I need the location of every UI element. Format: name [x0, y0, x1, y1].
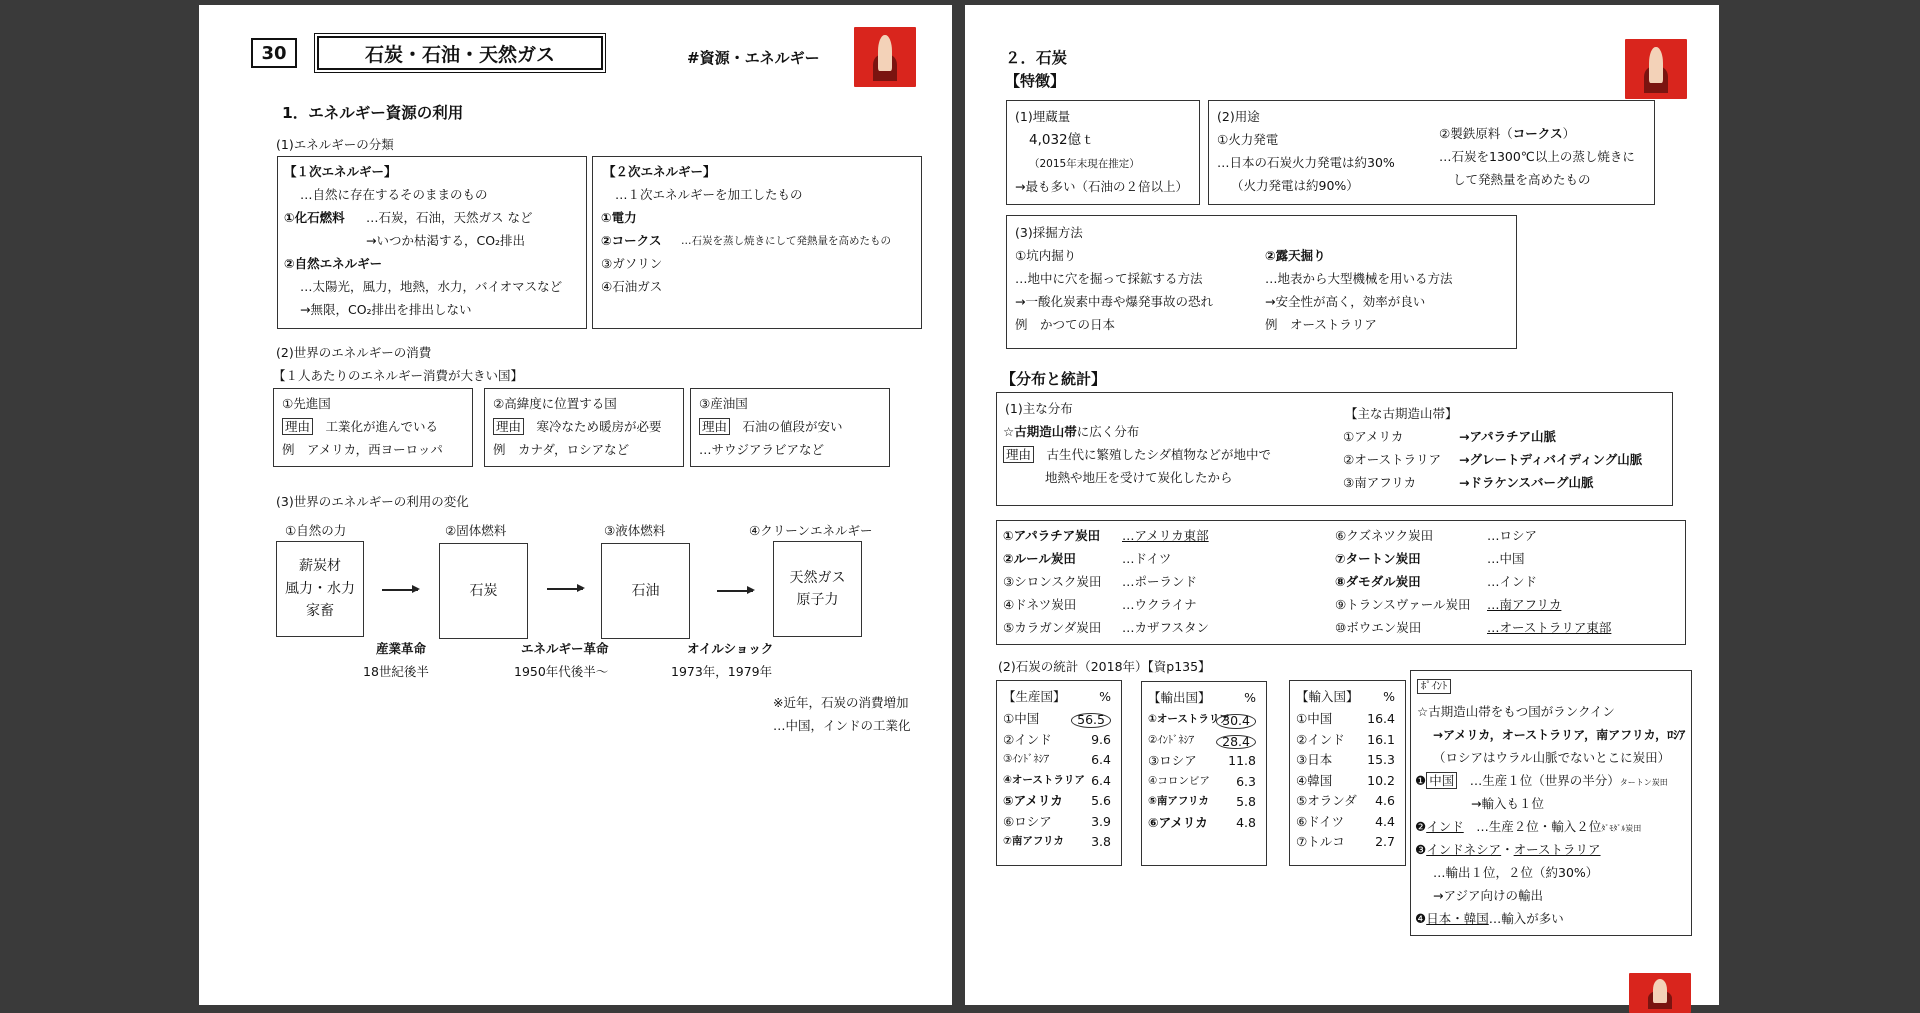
text-line: →ドラケンスバーグ山脈	[1459, 475, 1594, 490]
table-row-value: 56.5	[1071, 713, 1111, 728]
text-line: 家畜	[306, 603, 334, 620]
arrow-icon	[382, 589, 418, 591]
table-row-value: 6.3	[1236, 773, 1256, 789]
text-line: …地中に穴を掘って採鉱する方法	[1015, 271, 1203, 286]
text-line: ❷インド …生産２位・輸入２位ﾀﾞﾓﾀﾞﾙ炭田	[1415, 819, 1642, 834]
text-line: （ロシアはウラル山脈でないとこに炭田）	[1433, 750, 1671, 765]
flow-stage-label: ①自然の力	[285, 523, 347, 538]
flow-box-oil: 石油	[601, 543, 690, 639]
table-row-value: 4.8	[1236, 814, 1256, 830]
text-line: ②オーストラリア	[1343, 452, 1442, 467]
reason-label: 理由	[1003, 446, 1034, 463]
reason-label: 理由	[493, 418, 524, 435]
country-box-high-latitude	[484, 388, 684, 467]
text-line: ②コークス	[601, 233, 662, 248]
coal-field-location: …中国	[1487, 551, 1525, 566]
coal-field-location: …カザフスタン	[1122, 620, 1210, 635]
table-unit: %	[1244, 690, 1256, 705]
text-line: して発熱量を高めたもの	[1453, 172, 1591, 187]
text-line: ①坑内掘り	[1015, 248, 1077, 263]
text-line: …自然に存在するそのままのもの	[300, 187, 488, 202]
text-line: →輸入も１位	[1471, 796, 1544, 811]
text-line: …サウジアラビアなど	[699, 442, 825, 457]
flow-stage-label: ③液体燃料	[604, 523, 666, 538]
text-line: …１次エネルギーを加工したもの	[615, 187, 803, 202]
text-line: (3)採掘方法	[1015, 225, 1083, 240]
text-line: ①電力	[601, 210, 637, 225]
text-line: 例 オーストラリア	[1265, 317, 1377, 332]
page-right	[965, 5, 1719, 1005]
table-row-value: 3.8	[1091, 834, 1111, 849]
coal-field-location: …インド	[1487, 574, 1538, 589]
text-line: 風力・水力	[285, 580, 355, 597]
text-line: (1)埋蔵量	[1015, 109, 1071, 124]
coal-field-name: ④ドネツ炭田	[1003, 597, 1077, 612]
uses-box	[1208, 100, 1655, 205]
coal-field-name: ⑧ダモダル炭田	[1335, 574, 1421, 589]
table-row-value: 2.7	[1375, 834, 1395, 849]
flow-box-coal: 石炭	[439, 543, 528, 639]
text-line: ❸インドネシア・オーストラリア	[1415, 842, 1601, 857]
flow-box-clean	[773, 541, 862, 637]
text-line: ①先進国	[282, 396, 331, 411]
coal-field-name: ②ルール炭田	[1003, 551, 1076, 566]
table-row-value: 30.4	[1216, 714, 1256, 729]
text-line: ③産油国	[699, 396, 748, 411]
text-line: 寒冷なため暖房が必要	[536, 419, 662, 434]
table-row-country: ②インド	[1296, 731, 1345, 747]
table-row-value: 11.8	[1228, 753, 1256, 768]
text-line: ③ガソリン	[601, 256, 663, 271]
table-row-country: ②ｲﾝﾄﾞﾈｼｱ	[1148, 733, 1195, 746]
event-year: 1973年，1979年	[671, 664, 773, 679]
table-row-country: ③ｲﾝﾄﾞﾈｼｱ	[1003, 753, 1050, 765]
table-row-country: ③日本	[1296, 752, 1333, 767]
flow-stage-label: ②固体燃料	[445, 523, 507, 538]
table-row-value: 16.1	[1367, 731, 1395, 747]
lesson-number: 30	[251, 38, 297, 68]
text-line: ☆古期造山帯をもつ国がランクイン	[1417, 704, 1615, 719]
flow-stage-label: ④クリーンエネルギー	[749, 523, 873, 538]
country-box-developed	[273, 388, 473, 467]
table-row-value: 10.2	[1367, 772, 1395, 788]
text-line: →グレートディバイディング山脈	[1459, 452, 1643, 467]
arrow-icon	[717, 590, 753, 592]
text-line: ①火力発電	[1217, 132, 1279, 147]
text-line: ☆古期造山帯に広く分布	[1003, 424, 1140, 439]
text-line: （2015年末現在推定）	[1029, 158, 1140, 170]
text-line: 例 カナダ，ロシアなど	[493, 442, 630, 457]
note-line: ※近年，石炭の消費増加	[773, 695, 909, 710]
coal-field-name: ⑥クズネツク炭田	[1335, 528, 1434, 543]
table-row-country: ④オーストラリア	[1003, 773, 1085, 786]
coal-field-name: ⑩ボウエン炭田	[1335, 620, 1422, 635]
text-line: ②露天掘り	[1265, 248, 1326, 263]
text-line: ❶ 中国 …生産１位（世界の半分）タートン炭田	[1415, 773, 1668, 788]
text-line: 原子力	[796, 592, 839, 608]
distribution-heading: 【分布と統計】	[1001, 370, 1107, 388]
coal-field-location: …ドイツ	[1122, 551, 1172, 566]
subsection-subheading: 【１人あたりのエネルギー消費が大きい国】	[273, 368, 524, 383]
coal-fields-box	[996, 520, 1686, 645]
topic-tag: #資源・エネルギー	[687, 49, 820, 67]
table-row-value: 16.4	[1367, 711, 1395, 726]
coal-field-location: …アメリカ東部	[1122, 528, 1209, 543]
text-line: ④石油ガス	[601, 279, 663, 294]
text-line: 例 アメリカ，西ヨーロッパ	[282, 442, 443, 457]
text-line: …太陽光，風力，地熱，水力，バイオマスなど	[300, 279, 563, 294]
primary-energy-heading: 【１次エネルギー】	[284, 164, 397, 179]
text-line: （火力発電は約90%）	[1231, 178, 1359, 193]
table-row-value: 4.4	[1375, 813, 1395, 829]
table-row-country: ⑦南アフリカ	[1003, 835, 1064, 847]
table-row-value: 28.4	[1216, 735, 1256, 750]
reason-label: 理由	[699, 418, 730, 435]
text-line: ③南アフリカ	[1343, 475, 1417, 490]
table-row-country: ⑦トルコ	[1296, 834, 1345, 849]
table-row-country: ⑥ドイツ	[1296, 813, 1345, 829]
features-heading: 【特徴】	[1005, 72, 1066, 90]
table-unit: %	[1383, 689, 1395, 704]
text-line: 【主な古期造山帯】	[1345, 406, 1458, 421]
secondary-energy-heading: 【２次エネルギー】	[603, 164, 716, 179]
text-line: →アメリカ，オーストラリア，南アフリカ，ﾛｼｱ	[1433, 728, 1686, 742]
table-row-value: 9.6	[1091, 731, 1111, 747]
page-title: 石炭・石油・天然ガス	[317, 36, 603, 70]
note-line: …中国，インドの工業化	[773, 718, 911, 733]
table-row-value: 3.9	[1091, 813, 1111, 829]
text-line: →安全性が高く，効率が良い	[1265, 294, 1426, 309]
logo-image	[1629, 973, 1691, 1013]
text-line: 例 かつての日本	[1015, 317, 1116, 332]
event-label: オイルショック	[687, 641, 774, 656]
text-line: →アパラチア山脈	[1459, 429, 1556, 444]
text-line: (1)主な分布	[1005, 401, 1073, 416]
text-line: …石炭，石油，天然ガス など	[366, 210, 533, 225]
flow-box-natural	[276, 541, 364, 637]
section-heading: ２．石炭	[1005, 49, 1068, 67]
arrow-icon	[547, 588, 583, 590]
reason-label: 理由	[282, 418, 313, 435]
table-header: 【輸入国】	[1296, 689, 1359, 704]
coal-field-name: ③シロンスク炭田	[1003, 574, 1102, 589]
event-label: エネルギー革命	[521, 641, 609, 656]
event-year: 1950年代後半〜	[514, 664, 609, 679]
page-left	[199, 5, 952, 1005]
text-line: (2)用途	[1217, 109, 1260, 124]
coal-field-location: …ウクライナ	[1122, 597, 1197, 612]
subsection-heading: (2)世界のエネルギーの消費	[276, 345, 432, 360]
table-row-value: 6.4	[1091, 752, 1111, 767]
export-table	[1141, 681, 1267, 866]
text-line: →最も多い（石油の２倍以上）	[1015, 179, 1188, 194]
text-line: →アジア向けの輸出	[1433, 888, 1543, 903]
text-line: ②自然エネルギー	[284, 256, 383, 271]
table-row-country: ①オーストラリア	[1148, 713, 1230, 725]
coal-field-name: ⑦タートン炭田	[1335, 551, 1421, 566]
text-line: ❹日本・韓国…輸入が多い	[1415, 911, 1564, 926]
table-row-country: ③ロシア	[1148, 753, 1197, 768]
coal-field-location: …ロシア	[1487, 528, 1538, 543]
secondary-energy-box	[592, 156, 922, 329]
table-row-value: 5.8	[1236, 794, 1256, 809]
table-row-country: ⑥ロシア	[1003, 813, 1052, 829]
text-line: →無限，CO₂排出を排出しない	[300, 302, 472, 317]
coal-field-location: …オーストラリア東部	[1487, 620, 1612, 635]
coal-field-name: ①アパラチア炭田	[1003, 528, 1101, 543]
coal-field-name: ⑤カラガンダ炭田	[1003, 620, 1102, 635]
table-row-country: ②インド	[1003, 731, 1052, 747]
text-line: …石炭を蒸し焼きにして発熱量を高めたもの	[681, 235, 891, 247]
table-row-country: ④コロンビア	[1148, 774, 1210, 787]
table-row-value: 6.4	[1091, 772, 1111, 788]
mining-box	[1006, 215, 1517, 349]
text-line: 石油の値段が安い	[742, 419, 843, 434]
country-box-oil-producing	[690, 388, 890, 467]
table-row-value: 15.3	[1367, 752, 1395, 767]
event-label: 産業革命	[376, 641, 427, 656]
statistics-heading: (2)石炭の統計（2018年）【資p135】	[998, 659, 1211, 674]
text-line: 4,032億ｔ	[1029, 132, 1095, 148]
table-row-value: 4.6	[1375, 793, 1395, 808]
import-table	[1289, 680, 1406, 866]
logo-image	[854, 27, 916, 87]
table-row-country: ⑤アメリカ	[1003, 793, 1063, 808]
text-line: ①化石燃料	[284, 210, 345, 225]
table-row-country: ⑥アメリカ	[1148, 814, 1208, 830]
coal-field-location: …南アフリカ	[1487, 597, 1562, 612]
text-line: 工業化が進んでいる	[325, 419, 439, 434]
text-line: 天然ガス	[789, 569, 846, 586]
table-row-country: ①中国	[1296, 711, 1333, 726]
table-row-country: ⑤南アフリカ	[1148, 795, 1209, 807]
text-line: …輸出１位，２位（約30%）	[1433, 865, 1599, 880]
text-line: 薪炭材	[299, 558, 341, 575]
text-line: ②製鉄原料（コークス）	[1439, 126, 1576, 141]
section-heading: 1．エネルギー資源の利用	[282, 104, 464, 122]
point-box	[1410, 670, 1692, 936]
table-row-value: 5.6	[1091, 793, 1111, 808]
distribution-box	[996, 392, 1673, 506]
reserves-box	[1006, 100, 1200, 205]
text-line: →いつか枯渇する，CO₂排出	[366, 233, 526, 248]
text-line: ①アメリカ	[1343, 429, 1404, 444]
table-header: 【輸出国】	[1148, 690, 1211, 705]
point-label: ﾎﾟｲﾝﾄ	[1417, 679, 1451, 694]
table-row-country: ④韓国	[1296, 772, 1333, 788]
production-table	[996, 680, 1122, 866]
text-line: …日本の石炭火力発電は約30%	[1217, 155, 1395, 170]
subsection-heading: (1)エネルギーの分類	[276, 137, 394, 152]
coal-field-name: ⑨トランスヴァール炭田	[1335, 597, 1471, 612]
table-unit: %	[1099, 689, 1111, 704]
table-row-country: ⑤オランダ	[1296, 793, 1357, 808]
event-year: 18世紀後半	[363, 664, 429, 679]
primary-energy-box	[277, 156, 587, 329]
text-line: →一酸化炭素中毒や爆発事故の恐れ	[1015, 294, 1213, 309]
logo-image	[1625, 39, 1687, 99]
text-line: …地表から大型機械を用いる方法	[1265, 271, 1453, 286]
text-line: 古生代に繁殖したシダ植物などが地中で	[1046, 447, 1272, 462]
table-row-country: ①中国	[1003, 711, 1040, 726]
text-line: 地熱や地圧を受けて炭化したから	[1045, 470, 1233, 485]
table-header: 【生産国】	[1003, 689, 1066, 704]
text-line: …石炭を1300℃以上の蒸し焼きに	[1439, 149, 1635, 164]
coal-field-location: …ポーランド	[1122, 574, 1198, 589]
text-line: ②高緯度に位置する国	[493, 396, 617, 411]
subsection-heading: (3)世界のエネルギーの利用の変化	[276, 494, 469, 509]
